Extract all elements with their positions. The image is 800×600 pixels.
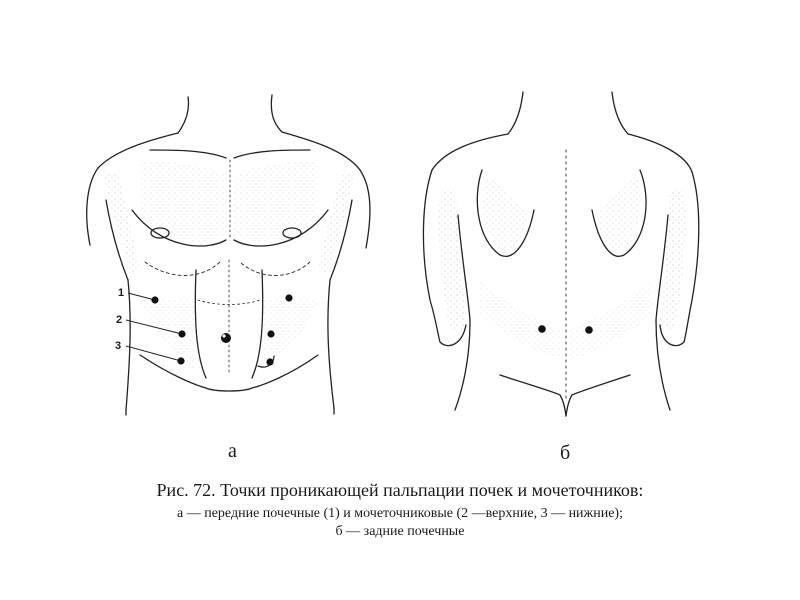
callout-number-2: 2 xyxy=(116,314,123,326)
upper-ureteral-point-left xyxy=(178,330,185,337)
figure-caption-line-a: а — передние почечные (1) и мочеточниковые (2 —верхние, 3 — нижние); xyxy=(177,506,623,521)
panel-a-label: а xyxy=(228,440,237,462)
lower-ureteral-point-left xyxy=(177,357,184,364)
navel xyxy=(221,333,231,343)
back-torso-drawing xyxy=(423,92,698,416)
front-renal-point-left xyxy=(151,296,158,303)
lower-ureteral-point-right xyxy=(266,358,273,365)
upper-ureteral-point-right xyxy=(267,330,274,337)
callout-number-1: 1 xyxy=(118,287,125,299)
figure-caption-title: Рис. 72. Точки проникающей пальпации почек и мочеточников: xyxy=(156,480,644,500)
figure-caption-line-b: б — задние почечные xyxy=(335,524,465,539)
panel-b-label: б xyxy=(560,442,571,464)
posterior-renal-point-left xyxy=(538,325,546,333)
callout-number-3: 3 xyxy=(115,340,122,352)
front-renal-point-right xyxy=(285,294,292,301)
back-shading xyxy=(439,175,686,360)
posterior-renal-point-right xyxy=(585,326,593,334)
